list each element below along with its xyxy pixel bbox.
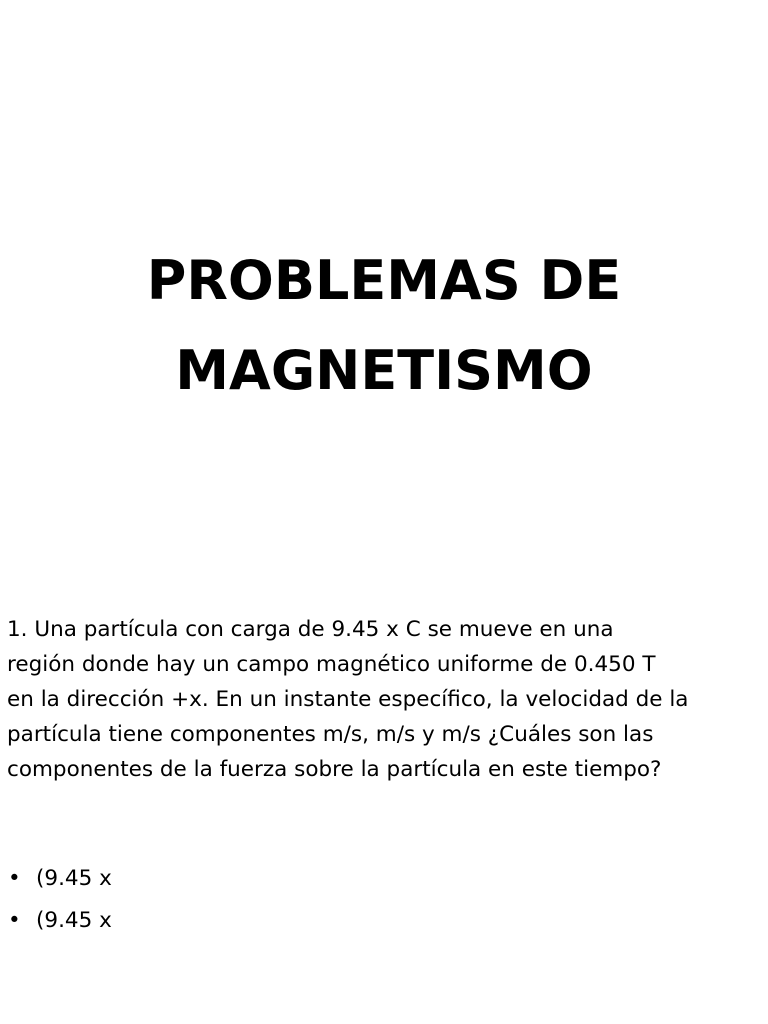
problem-line-1: 1. Una partícula con carga de 9.45 x C se mueve en una [7,617,614,642]
bullet-marker: • [8,908,21,933]
problem-line-4: partícula tiene componentes m/s, m/s y m/s ¿Cuáles son las [7,722,654,747]
title-line-2: MAGNETISMO [175,339,593,402]
bullet-marker: • [8,866,21,891]
answer-bullet-list [8,858,112,942]
bullet-text: (9.45 x [36,908,112,933]
title-line-1: PROBLEMAS DE [146,249,622,312]
problem-line-3: en la dirección +x. En un instante específico, la velocidad de la [7,687,689,712]
bullet-text: (9.45 x [36,866,112,891]
problem-line-2: región donde hay un campo magnético uniforme de 0.450 T [7,652,656,677]
problem-line-5: componentes de la fuerza sobre la partícula en este tiempo? [7,757,662,782]
bullet-item [8,900,112,942]
slide-title [0,236,768,416]
bullet-item [8,858,112,900]
problem-statement [7,612,765,787]
